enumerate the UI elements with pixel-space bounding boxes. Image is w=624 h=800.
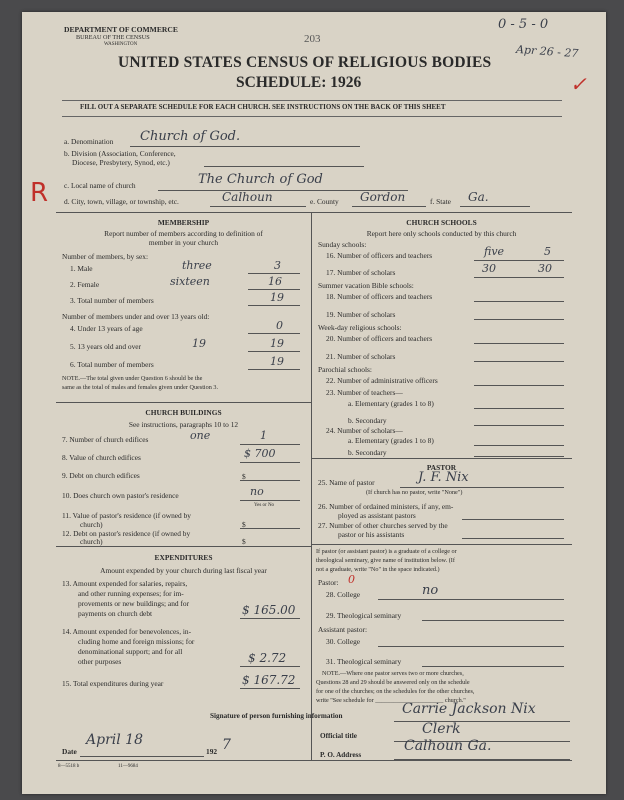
q9-dollar: $ xyxy=(242,472,246,481)
q14-label-3: denominational support; and for all xyxy=(78,647,183,656)
po-address-value: Calhoun Ga. xyxy=(404,738,492,754)
city-line xyxy=(210,206,306,207)
pastor-red-mark: 0 xyxy=(348,573,355,586)
q5-value: 19 xyxy=(270,337,284,350)
division-label: b. Division (Association, Conference, xyxy=(64,149,176,158)
city-label: WASHINGTON xyxy=(104,42,138,47)
rule-graduate xyxy=(311,544,572,545)
q24b-line xyxy=(474,456,564,457)
q31-label: 31. Theological seminary xyxy=(326,657,402,666)
instruction-line: FILL OUT A SEPARATE SCHEDULE FOR EACH CHURCH. SEE INSTRUCTIONS ON THE BACK OF THIS SHEET xyxy=(80,103,446,111)
q15-label: 15. Total expenditures during year xyxy=(62,679,164,688)
q23b-label: b. Secondary xyxy=(348,416,387,425)
division-line xyxy=(204,166,364,167)
q5-line xyxy=(248,351,300,352)
q17-label: 17. Number of scholars xyxy=(326,268,396,277)
census-schedule-sheet xyxy=(22,12,606,794)
print-code-2: 11—9684 xyxy=(118,764,138,769)
q19-line xyxy=(474,319,564,320)
q22-line xyxy=(474,385,564,386)
q13-label-2: and other running expenses; for im- xyxy=(78,589,184,598)
county-label: e. County xyxy=(310,197,339,206)
q13-label-4: payments on church debt xyxy=(78,609,153,618)
county-value: Gordon xyxy=(360,190,406,204)
yes-no-hint: Yes or No xyxy=(254,503,275,508)
q27-label-2: pastor or his assistants xyxy=(338,530,405,539)
q18-label: 18. Number of officers and teachers xyxy=(326,292,433,301)
expenditures-intro: Amount expended by your church during last fiscal year xyxy=(100,566,267,575)
q27-line xyxy=(462,538,564,539)
q21-line xyxy=(474,361,564,362)
rule-expenditures xyxy=(56,546,311,547)
schools-intro: Report here only schools conducted by this church xyxy=(366,229,517,238)
q8-line xyxy=(240,462,300,463)
q16-value: 5 xyxy=(544,245,551,258)
q2-line xyxy=(248,289,300,290)
form-subtitle: SCHEDULE: 1926 xyxy=(236,74,362,91)
red-r-mark: R xyxy=(30,178,49,208)
q12-label: 12. Debt on pastor's residence (if owned by xyxy=(62,529,191,538)
q16-words: five xyxy=(484,245,505,258)
membership-intro-2: member in your church xyxy=(148,238,219,247)
q27-label: 27. Number of other churches served by the xyxy=(318,521,448,530)
q3-line xyxy=(248,305,300,306)
signature-value: Carrie Jackson Nix xyxy=(402,701,536,717)
q1-label: 1. Male xyxy=(70,264,93,273)
q6-value: 19 xyxy=(270,355,284,368)
q13-label-3: provements or new buildings; and for xyxy=(78,599,190,608)
q29-line xyxy=(422,620,564,621)
weekday-label: Week-day religious schools: xyxy=(318,323,402,332)
q13-label: 13. Amount expended for salaries, repairs, xyxy=(62,579,188,588)
year-value: 7 xyxy=(222,737,231,753)
q14-label: 14. Amount expended for benevolences, in- xyxy=(62,627,192,636)
pastor-note-3: for one of the churches; on the schedules for the other churches, xyxy=(316,688,475,695)
q10-label: 10. Does church own pastor's residence xyxy=(62,491,179,500)
pastor-note: NOTE.—Where one pastor serves two or more churches, xyxy=(322,670,464,677)
buildings-intro: See instructions, paragraphs 10 to 12 xyxy=(128,420,239,429)
q11-label: 11. Value of pastor's residence (if owned by xyxy=(62,511,191,520)
red-check-mark: ✓ xyxy=(570,72,587,96)
q6-label: 6. Total number of members xyxy=(70,360,154,369)
date-label: Date xyxy=(62,747,77,756)
q9-label: 9. Debt on church edifices xyxy=(62,471,140,480)
date-value: April 18 xyxy=(86,732,143,748)
q26-line xyxy=(462,519,564,520)
section-rule-top xyxy=(56,212,572,213)
po-address-label: P. O. Address xyxy=(320,751,362,759)
parochial-label: Parochial schools: xyxy=(318,365,372,374)
local-name-label: c. Local name of church xyxy=(64,181,136,190)
signature-line xyxy=(394,721,570,722)
city-town-label: d. City, town, village, or township, etc. xyxy=(64,197,179,206)
q3-value: 19 xyxy=(270,291,284,304)
q1-words: three xyxy=(182,259,212,272)
q15-line xyxy=(240,688,300,689)
q23a-label: a. Elementary (grades 1 to 8) xyxy=(348,399,434,408)
bureau-label: BUREAU OF THE CENSUS xyxy=(76,34,150,41)
q5-label: 5. 13 years old and over xyxy=(70,342,142,351)
q14-label-4: other purposes xyxy=(78,657,122,666)
q30-label: 30. College xyxy=(326,637,361,646)
print-code: 8—5518 b xyxy=(58,764,80,769)
department-label: DEPARTMENT OF COMMERCE xyxy=(64,25,178,34)
sunday-label: Sunday schools: xyxy=(318,240,367,249)
header-rule xyxy=(62,100,562,101)
header-rule-2 xyxy=(62,116,562,117)
q12-label-2: church) xyxy=(80,537,103,546)
q30-line xyxy=(378,646,564,647)
q1-line xyxy=(248,273,300,274)
q14-line xyxy=(240,666,300,667)
buildings-heading: CHURCH BUILDINGS xyxy=(145,408,222,417)
by-sex-label: Number of members, by sex: xyxy=(62,252,148,261)
signature-label: Signature of person furnishing information xyxy=(210,712,343,720)
q8-label: 8. Value of church edifices xyxy=(62,453,141,462)
po-address-line xyxy=(394,759,570,760)
by-age-label: Number of members under and over 13 years old: xyxy=(62,312,210,321)
q20-label: 20. Number of officers and teachers xyxy=(326,334,433,343)
q7-words: one xyxy=(190,429,211,442)
q23-label: 23. Number of teachers— xyxy=(326,388,403,397)
q7-line xyxy=(240,444,300,445)
q20-line xyxy=(474,343,564,344)
summer-label: Summer vacation Bible schools: xyxy=(318,281,414,290)
graduate-note-2: theological seminary, give name of institution below. (If xyxy=(316,557,455,564)
q16-label: 16. Number of officers and teachers xyxy=(326,251,433,260)
q31-line xyxy=(422,666,564,667)
q17-line xyxy=(474,277,564,278)
q28-value: no xyxy=(422,583,439,598)
q4-value: 0 xyxy=(276,319,283,332)
q2-value: 16 xyxy=(268,275,282,288)
q13-value: $ 165.00 xyxy=(242,603,296,617)
hw-date: Apr 26 - 27 xyxy=(515,42,579,61)
denomination-line xyxy=(130,146,360,147)
membership-intro: Report number of members according to definition of xyxy=(104,229,263,238)
q1-value: 3 xyxy=(274,259,281,272)
q11-line xyxy=(240,528,300,529)
q9-line xyxy=(240,480,300,481)
q3-label: 3. Total number of members xyxy=(70,296,154,305)
q17-value: 30 xyxy=(538,262,552,275)
expenditures-heading: EXPENDITURES xyxy=(154,553,213,562)
q28-line xyxy=(378,599,564,600)
membership-note-2: same as the total of males and females given under Question 3. xyxy=(62,384,219,391)
official-title-value: Clerk xyxy=(422,721,461,737)
state-line xyxy=(460,206,530,207)
pastor-note-2: Questions 28 and 29 should be answered only on the schedule xyxy=(316,679,470,686)
q6-line xyxy=(248,369,300,370)
q2-label: 2. Female xyxy=(70,280,100,289)
state-label: f. State xyxy=(430,197,451,206)
q17-words: 30 xyxy=(482,262,496,275)
q22-label: 22. Number of administrative officers xyxy=(326,376,438,385)
q14-label-2: cluding home and foreign missions; for xyxy=(78,637,195,646)
q14-value: $ 2.72 xyxy=(248,651,287,665)
q8-value: $ 700 xyxy=(244,447,276,460)
graduate-note-3: not a graduate, write "No" in the space indicated.) xyxy=(316,566,440,573)
q24a-line xyxy=(474,445,564,446)
pastor-heading: PASTOR xyxy=(426,463,457,472)
q7-value: 1 xyxy=(260,429,267,442)
membership-heading: MEMBERSHIP xyxy=(157,218,210,227)
q11-dollar: $ xyxy=(242,520,246,529)
form-number: 203 xyxy=(304,33,321,45)
q24b-label: b. Secondary xyxy=(348,448,387,457)
q26-label-2: ployed as assistant pastors xyxy=(338,511,416,520)
assistant-sublabel: Assistant pastor: xyxy=(318,625,368,634)
q12-dollar: $ xyxy=(242,537,246,546)
rule-buildings xyxy=(56,402,311,403)
date-line xyxy=(80,756,204,757)
schools-heading: CHURCH SCHOOLS xyxy=(406,218,477,227)
q5-words: 19 xyxy=(192,337,206,350)
graduate-note: If pastor (or assistant pastor) is a graduate of a college or xyxy=(316,548,457,555)
column-divider xyxy=(311,212,312,760)
pastor-sublabel: Pastor: xyxy=(318,578,339,587)
rule-pastor xyxy=(311,458,572,459)
denomination-value: Church of God. xyxy=(140,129,241,144)
q25-note: (If church has no pastor, write "None") xyxy=(366,489,463,496)
q28-label: 28. College xyxy=(326,590,361,599)
q21-label: 21. Number of scholars xyxy=(326,352,396,361)
q18-line xyxy=(474,301,564,302)
section-rule-bottom xyxy=(56,760,572,761)
q13-line xyxy=(240,618,300,619)
q16-line xyxy=(474,260,564,261)
q15-value: $ 167.72 xyxy=(242,673,296,687)
q25-label: 25. Name of pastor xyxy=(318,478,375,487)
county-line xyxy=(352,206,426,207)
q10-value: no xyxy=(250,485,264,498)
q11-label-2: church) xyxy=(80,520,103,529)
state-value: Ga. xyxy=(468,190,489,204)
q24a-label: a. Elementary (grades 1 to 8) xyxy=(348,436,434,445)
city-value: Calhoun xyxy=(222,190,273,204)
q10-line xyxy=(240,500,300,501)
local-name-value: The Church of God xyxy=(198,172,323,187)
denomination-label: a. Denomination xyxy=(64,137,114,146)
q2-words: sixteen xyxy=(170,275,210,288)
pastor-note-4: write "See schedule for ______________________ church." xyxy=(316,697,466,704)
division-label-2: Diocese, Presbytery, Synod, etc.) xyxy=(72,158,170,167)
q24-label: 24. Number of scholars— xyxy=(326,426,403,435)
q29-label: 29. Theological seminary xyxy=(326,611,402,620)
q4-label: 4. Under 13 years of age xyxy=(70,324,143,333)
year-label: 192 xyxy=(206,747,218,756)
q4-line xyxy=(248,333,300,334)
q7-label: 7. Number of church edifices xyxy=(62,435,149,444)
official-title-label: Official title xyxy=(320,732,357,740)
q23a-line xyxy=(474,408,564,409)
q19-label: 19. Number of scholars xyxy=(326,310,396,319)
q25-value: J. F. Nix xyxy=(418,470,469,485)
form-title: UNITED STATES CENSUS OF RELIGIOUS BODIES xyxy=(118,54,492,71)
q23b-line xyxy=(474,425,564,426)
membership-note: NOTE.—The total given under Question 6 should be the xyxy=(62,375,203,382)
q25-line xyxy=(400,487,564,488)
q26-label: 26. Number of ordained ministers, if any, em- xyxy=(318,502,454,511)
hw-code: 0 - 5 - 0 xyxy=(498,17,549,32)
